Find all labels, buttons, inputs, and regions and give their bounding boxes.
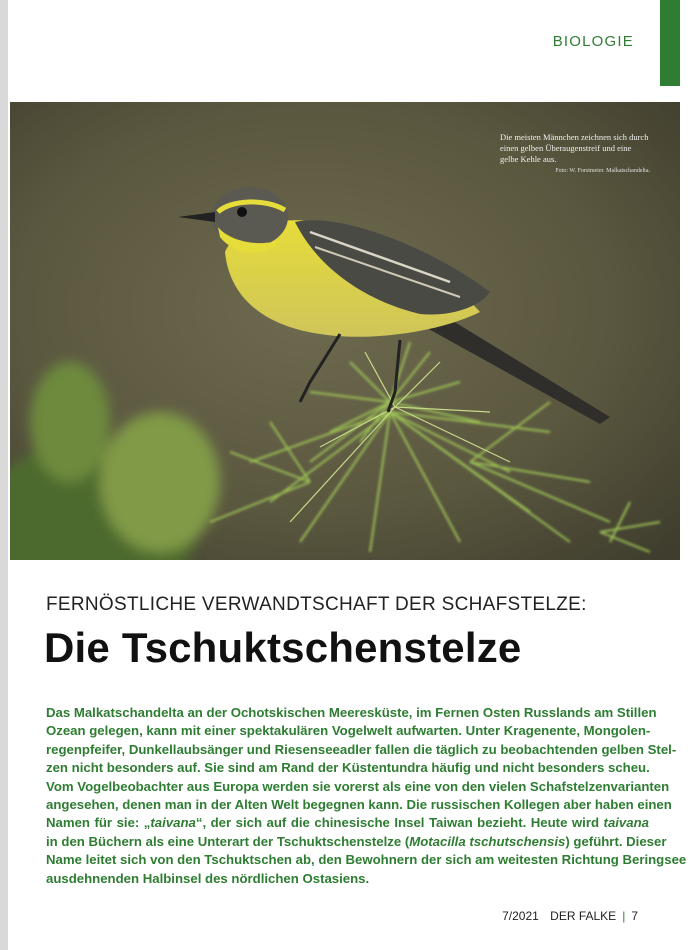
- lead-line: Namen für sie: „taivana“, der sich auf die chinesische Insel Taiwan bezieht. Heute wird taivana: [46, 815, 649, 831]
- issue-number: 7/2021: [502, 909, 539, 923]
- article-title: Die Tschuktschenstelze: [44, 624, 522, 671]
- footer-separator: |: [622, 909, 626, 923]
- magazine-name: DER FALKE: [550, 909, 617, 923]
- hero-photo: [10, 102, 680, 560]
- article-kicker: FERNÖSTLICHE VERWANDTSCHAFT DER SCHAFSTELZE:: [46, 594, 587, 615]
- article-lead: [46, 704, 687, 888]
- lead-line: ausdehnenden Halbinsel des nördlichen Ostasiens.: [46, 870, 370, 886]
- lead-line: Vom Vogelbeobachter aus Europa werden sie vorerst als eine von den vielen Schafstelzenvarianten: [46, 778, 670, 794]
- lead-line: Name leitet sich von den Tschuktschen ab, den Bewohnern der sich am weitesten Richtung Beringsee: [46, 852, 687, 868]
- lead-line: Das Malkatschandelta an der Ochotskischen Meeresküste, im Fernen Osten Russlands am Stillen: [46, 705, 657, 720]
- photo-credit: Foto: W. Forstmeier. Malkatschandelta.: [555, 168, 650, 174]
- lead-line: in den Büchern als eine Unterart der Tschuktschenstelze (Motacilla tschutschensis) geführt. Dieser: [46, 833, 667, 849]
- section-accent-bar: [660, 0, 680, 86]
- lead-line: angesehen, denen man in der Alten Welt begegnen kann. Die russischen Kollegen aber haben einen: [46, 797, 672, 813]
- lead-line: regenpfeifer, Dunkellaubsänger und Riesenseeadler fallen die täglich zu beobachtenden gelben Stel-: [46, 741, 677, 757]
- page-edge: [0, 0, 8, 950]
- page-footer: [502, 909, 638, 923]
- photo-caption: Die meisten Männchen zeichnen sich durch einen gelben Überaugenstreif und eine gelbe Kehle aus.: [500, 132, 649, 164]
- lead-line: Ozean gelegen, kann mit einer spektakulären Vogelwelt aufwarten. Unter Kragenente, Mongolen-: [46, 723, 651, 739]
- lead-line: zen nicht besonders auf. Sie sind am Rand der Küstentundra häufig und nicht besonders scheu.: [46, 760, 650, 776]
- page-number: 7: [631, 909, 638, 923]
- section-label: BIOLOGIE: [552, 33, 634, 50]
